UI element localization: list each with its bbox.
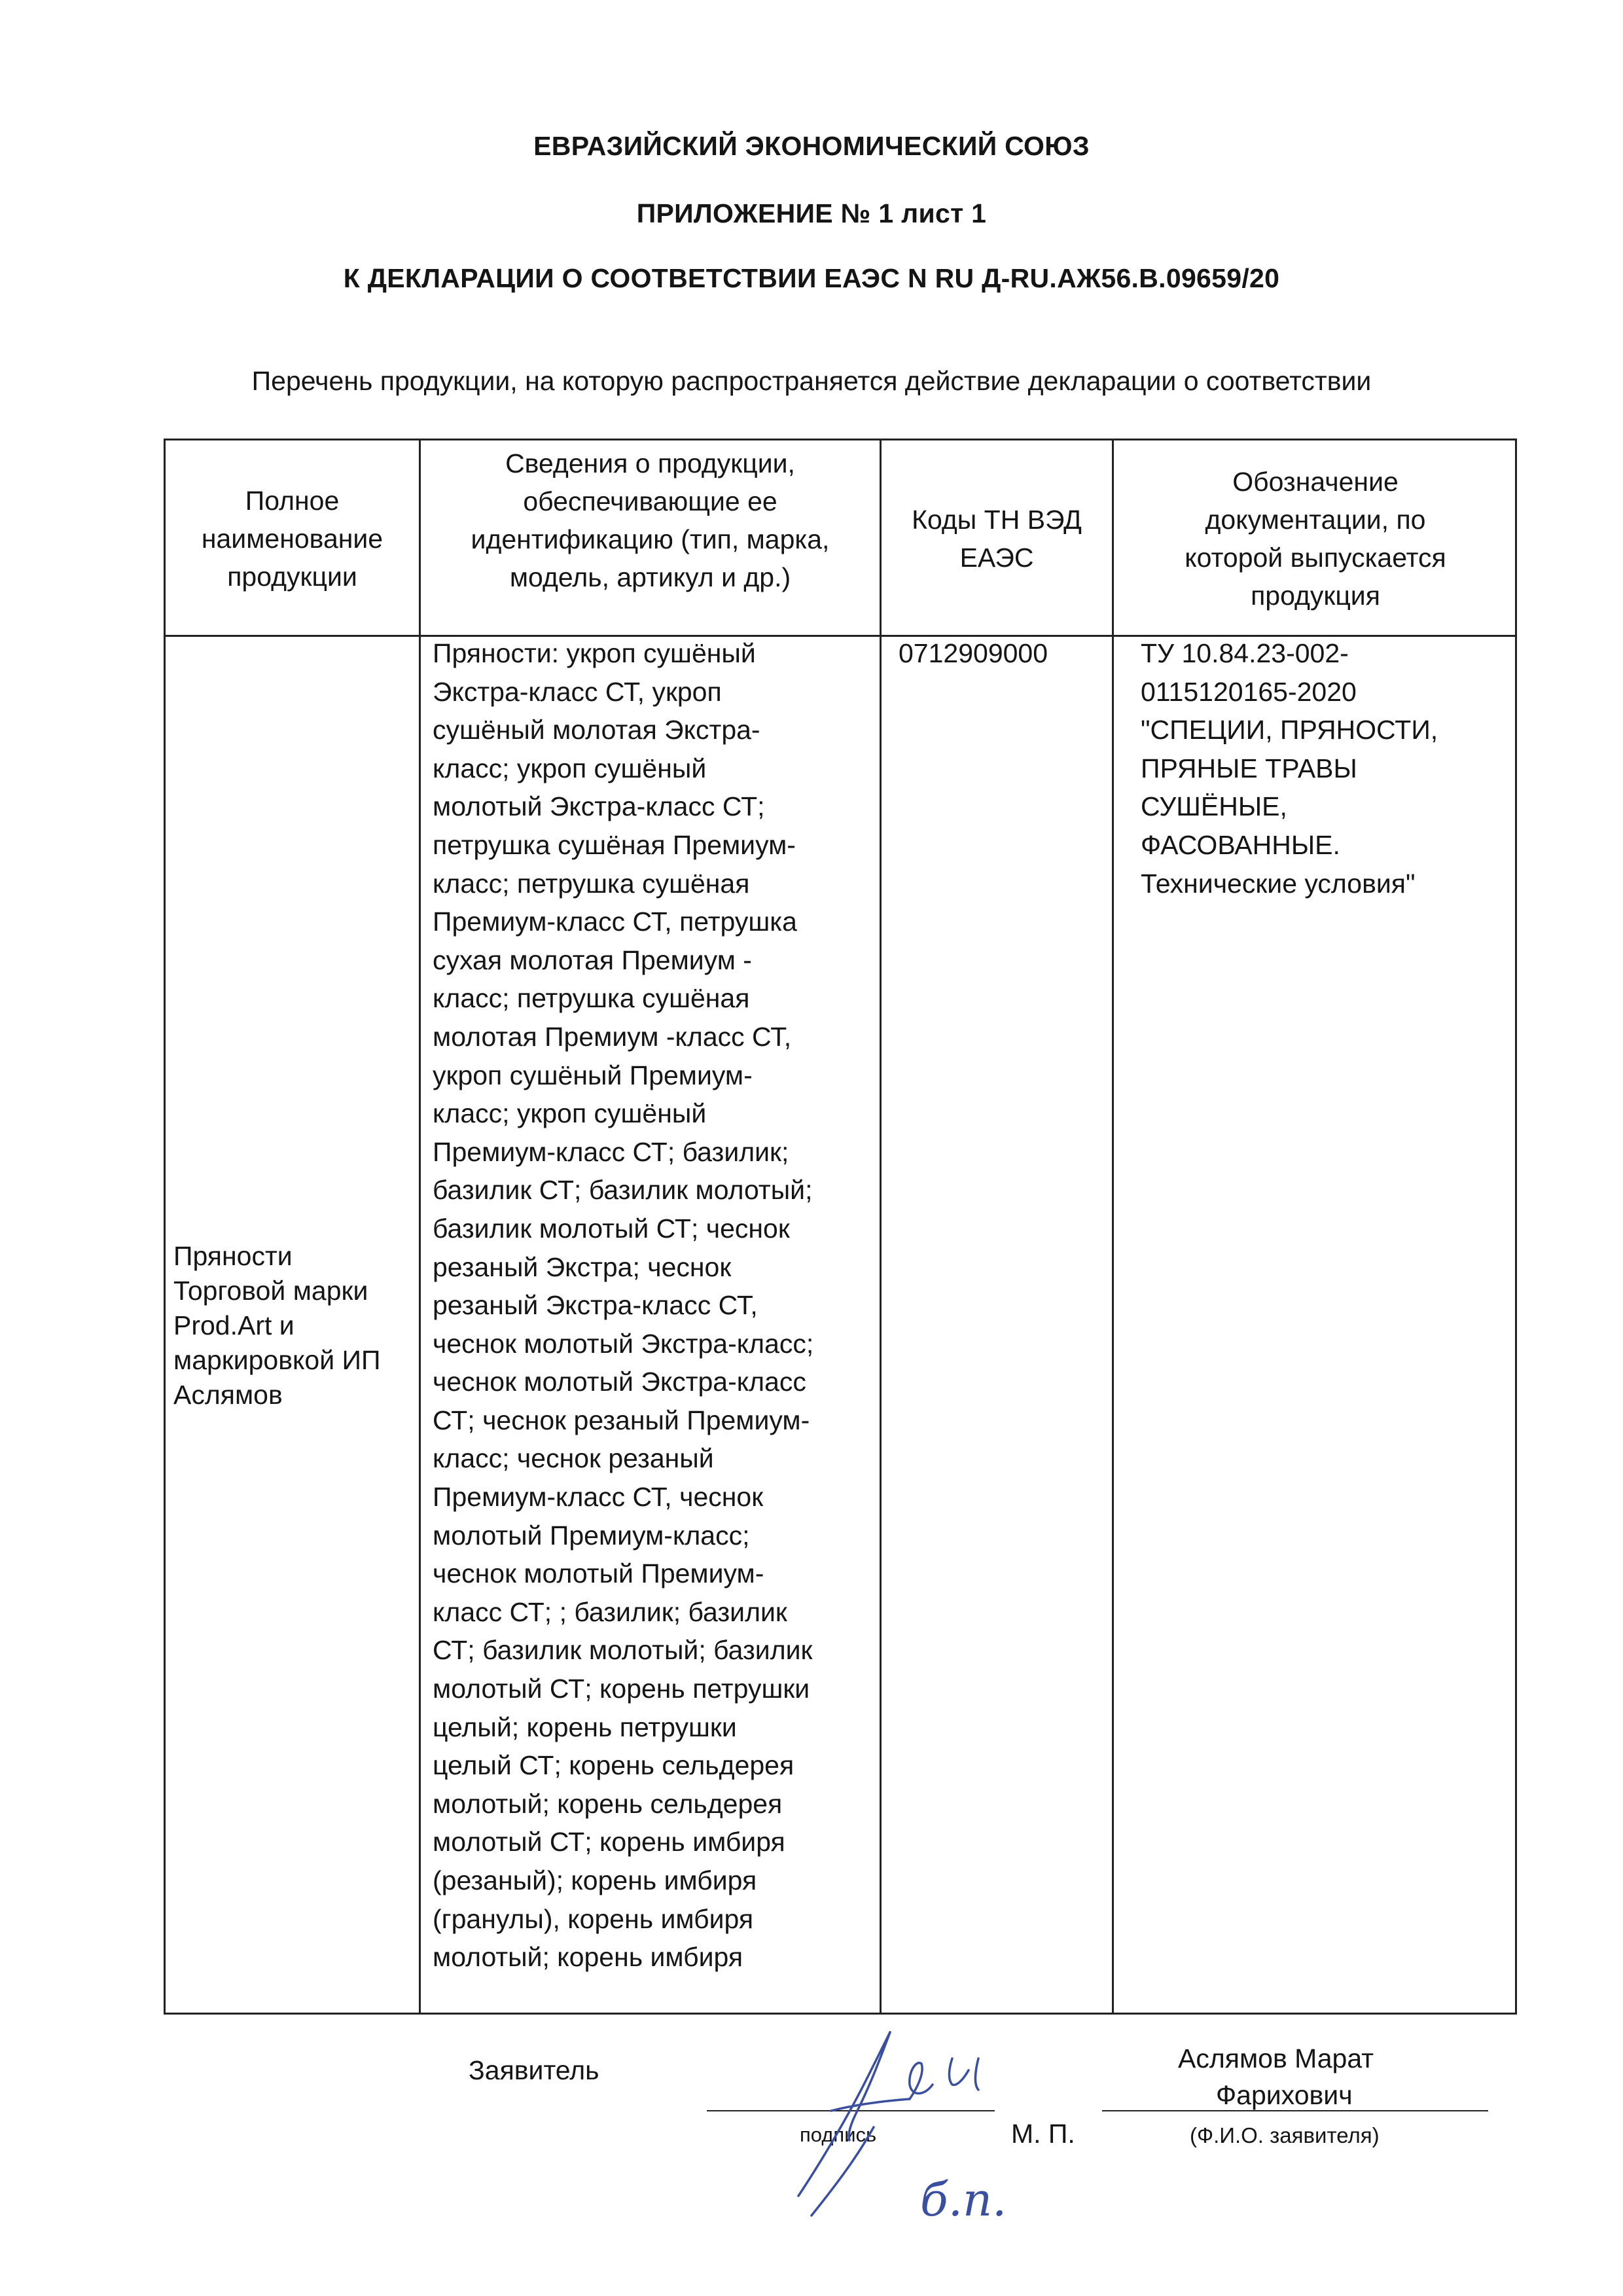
header-declaration: К ДЕКЛАРАЦИИ О СООТВЕТСТВИИ ЕАЭС N RU Д-RU.АЖ56.В.09659/20 <box>343 263 1280 293</box>
details-line: молотый; корень сельдерея <box>433 1788 783 1819</box>
details-line: (резаный); корень имбиря <box>433 1865 757 1895</box>
details-line: Премиум-класс СТ, петрушка <box>433 906 797 937</box>
header-union: ЕВРАЗИЙСКИЙ ЭКОНОМИЧЕСКИЙ СОЮЗ <box>533 131 1090 161</box>
details-line: класс СТ; ; базилик; базилик <box>433 1596 787 1627</box>
details-line: молотый Премиум-класс; <box>433 1520 750 1551</box>
cell-hs-code: 0712909000 <box>899 638 1048 668</box>
column-header-documentation: Обозначение документации, по которой выпускается продукция <box>1185 467 1446 611</box>
details-line: резаный Экстра-класс СТ, <box>433 1290 758 1321</box>
details-line: класс; петрушка сушёная <box>433 868 750 899</box>
column-header-name: Полное наименование продукции <box>201 486 383 592</box>
table-divider <box>419 440 421 2013</box>
details-line: Премиум-класс СТ, чеснок <box>433 1482 764 1513</box>
details-line: молотый; корень имбиря <box>433 1942 743 1973</box>
details-line: класс; укроп сушёный <box>433 753 707 783</box>
details-line: СТ; базилик молотый; базилик <box>433 1635 813 1666</box>
details-line: Экстра-класс СТ, укроп <box>433 676 722 707</box>
signature-caption: подпись <box>800 2123 877 2146</box>
details-line: Премиум-класс СТ; базилик; <box>433 1136 789 1167</box>
cell-product-name: Пряности Торговой марки Prod.Art и маркировкой ИП Аслямов <box>173 1241 381 1410</box>
details-line: петрушка сушёная Премиум- <box>433 829 796 860</box>
handwritten-signature <box>753 2019 1041 2235</box>
applicant-label: Заявитель <box>469 2055 599 2085</box>
details-line: класс; укроп сушёный <box>433 1098 707 1129</box>
details-line: сушёный молотая Экстра- <box>433 715 760 745</box>
details-line: (гранулы), корень имбиря <box>433 1903 754 1934</box>
handwritten-note: б.п. <box>920 2173 1007 2227</box>
details-line: укроп сушёный Премиум- <box>433 1060 753 1090</box>
details-line: Пряности: укроп сушёный <box>433 638 756 668</box>
details-line: молотый Экстра-класс СТ; <box>433 791 765 822</box>
product-table <box>164 439 1517 2015</box>
header-appendix: ПРИЛОЖЕНИЕ № 1 лист 1 <box>636 198 987 228</box>
applicant-name-line1: Аслямов Марат <box>1178 2043 1374 2073</box>
details-line: класс; петрушка сушёная <box>433 983 750 1014</box>
column-header-codes: Коды ТН ВЭД ЕАЭС <box>912 505 1082 573</box>
table-divider <box>880 440 882 2013</box>
applicant-name-line2: Фарихович <box>1216 2080 1353 2110</box>
intro-text: Перечень продукции, на которую распространяется действие декларации о соответствии <box>251 366 1372 396</box>
details-line: целый СТ; корень сельдерея <box>433 1750 794 1781</box>
table-divider <box>1112 440 1114 2013</box>
details-line: целый; корень петрушки <box>433 1712 737 1742</box>
details-line: базилик СТ; базилик молотый; <box>433 1175 813 1206</box>
name-caption: (Ф.И.О. заявителя) <box>1190 2123 1380 2147</box>
details-line: чеснок молотый Премиум- <box>433 1558 764 1589</box>
column-header-details: Сведения о продукции, обеспечивающие ее идентификацию (тип, марка, модель, артикул и др.) <box>471 448 830 592</box>
cell-documentation: ТУ 10.84.23-002- 0115120165-2020 "СПЕЦИИ, ПРЯНОСТИ, ПРЯНЫЕ ТРАВЫ СУШЁНЫЕ, ФАСОВАННЫЕ. Технические условия" <box>1141 638 1438 899</box>
details-line: чеснок молотый Экстра-класс <box>433 1367 806 1397</box>
cell-product-details <box>433 634 813 1977</box>
details-line: сухая молотая Премиум - <box>433 944 752 975</box>
stamp-label: М. П. <box>1011 2119 1075 2149</box>
details-line: молотая Премиум -класс СТ, <box>433 1021 792 1052</box>
name-line <box>1102 2110 1488 2111</box>
details-line: СТ; чеснок резаный Премиум- <box>433 1405 810 1435</box>
details-line: чеснок молотый Экстра-класс; <box>433 1328 814 1359</box>
details-line: молотый СТ; корень имбиря <box>433 1827 785 1857</box>
details-line: резаный Экстра; чеснок <box>433 1251 732 1282</box>
details-line: класс; чеснок резаный <box>433 1443 714 1474</box>
details-line: молотый СТ; корень петрушки <box>433 1674 810 1704</box>
details-line: базилик молотый СТ; чеснок <box>433 1213 790 1244</box>
